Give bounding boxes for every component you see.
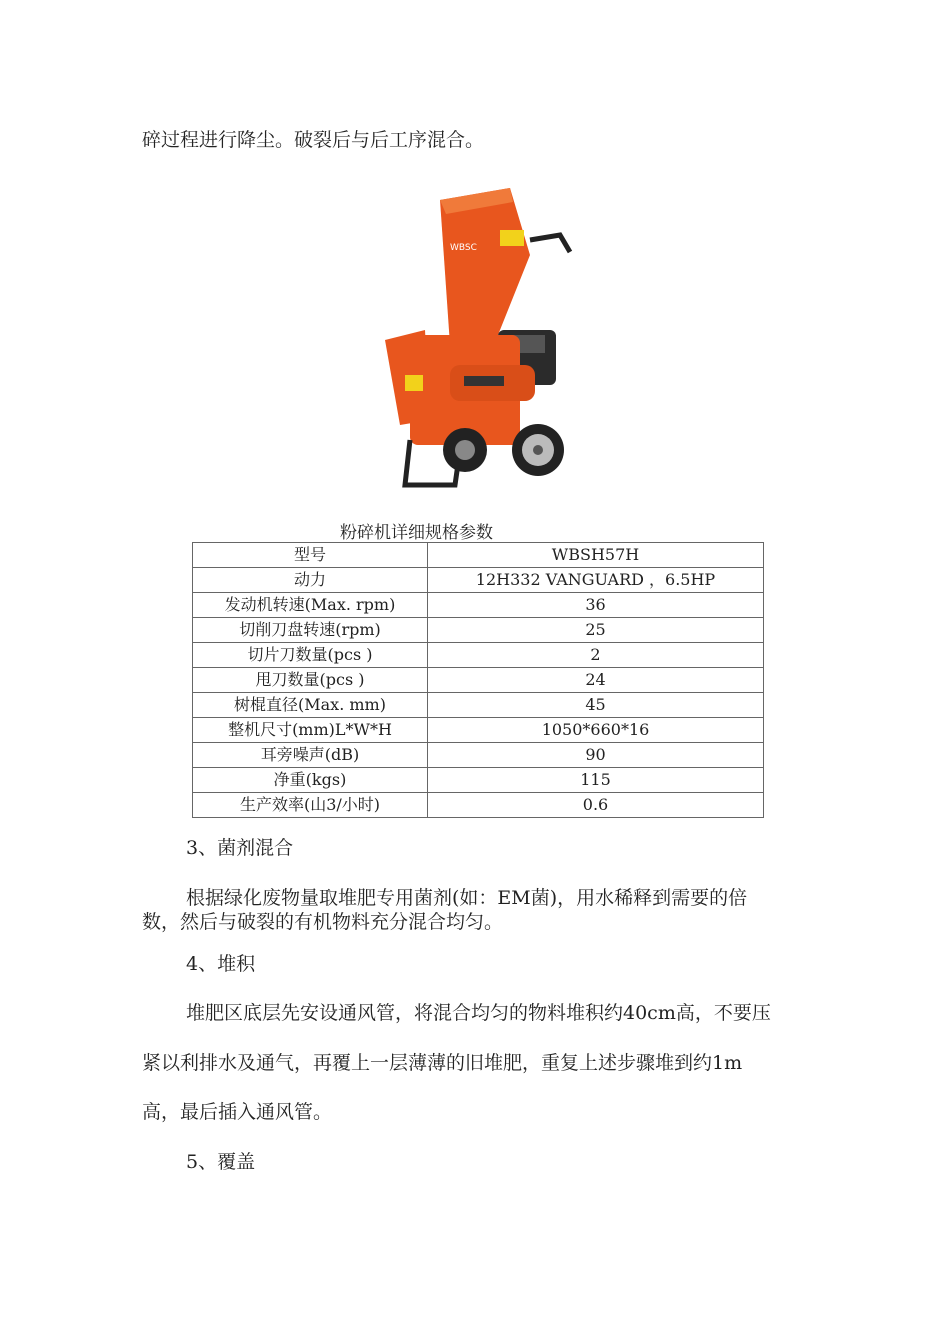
- spec-row: [193, 768, 764, 793]
- spec-row: [193, 718, 764, 743]
- section-5-heading: 5、覆盖: [186, 1151, 256, 1173]
- spec-value: 0.6: [428, 793, 764, 818]
- spec-row: [193, 643, 764, 668]
- spec-key: 发动机转速(Max. rpm): [193, 593, 428, 618]
- section-3-paragraph-line-2: 数，然后与破裂的有机物料充分混合均匀。: [142, 911, 504, 933]
- spec-value: 2: [428, 643, 764, 668]
- section-3-paragraph-line-1: 根据绿化废物量取堆肥专用菌剂(如：EM菌)，用水稀释到需要的倍: [186, 887, 748, 909]
- spec-value: 90: [428, 743, 764, 768]
- spec-value: 1050*660*16: [428, 718, 764, 743]
- section-4-heading: 4、堆积: [186, 953, 256, 975]
- spec-value: 115: [428, 768, 764, 793]
- spec-row: [193, 743, 764, 768]
- spec-key: 动力: [193, 568, 428, 593]
- spec-key: 切削刀盘转速(rpm): [193, 618, 428, 643]
- chipper-machine-photo: [380, 180, 580, 510]
- spec-row: [193, 693, 764, 718]
- section-4-paragraph-line-2: 紧以利排水及通气，再覆上一层薄薄的旧堆肥，重复上述步骤堆到约1m: [142, 1052, 743, 1074]
- hopper-chute: [440, 188, 530, 355]
- intro-paragraph: 碎过程进行降尘。破裂后与后工序混合。: [142, 129, 485, 151]
- spec-row: [193, 568, 764, 593]
- section-4-paragraph-line-1: 堆肥区底层先安设通风管，将混合均匀的物料堆积约40cm高，不要压: [186, 1002, 771, 1024]
- spec-key: 净重(kgs): [193, 768, 428, 793]
- handle: [530, 235, 570, 252]
- spec-table: [192, 542, 764, 818]
- spec-value: WBSH57H: [428, 543, 764, 568]
- spec-key: 生产效率(山3/小时): [193, 793, 428, 818]
- spec-key: 耳旁噪声(dB): [193, 743, 428, 768]
- spec-key: 切片刀数量(pcs ): [193, 643, 428, 668]
- spec-key: 型号: [193, 543, 428, 568]
- spec-key: 整机尺寸(mm)L*W*H: [193, 718, 428, 743]
- spec-value: 45: [428, 693, 764, 718]
- spec-value: 36: [428, 593, 764, 618]
- spec-key: 树棍直径(Max. mm): [193, 693, 428, 718]
- spec-value: 24: [428, 668, 764, 693]
- table-caption: 粉碎机详细规格参数: [340, 523, 493, 543]
- section-3-heading: 3、菌剂混合: [186, 837, 294, 859]
- spec-value: 25: [428, 618, 764, 643]
- spec-row: [193, 593, 764, 618]
- spec-row: [193, 668, 764, 693]
- spec-value: 12H332 VANGUARD ，6.5HP: [428, 568, 764, 593]
- machine-logo: WBSC: [450, 243, 477, 253]
- spec-row: [193, 618, 764, 643]
- spec-key: 甩刀数量(pcs ): [193, 668, 428, 693]
- section-4-paragraph-line-3: 高，最后插入通风管。: [142, 1101, 333, 1123]
- spec-row: [193, 543, 764, 568]
- spec-row: [193, 793, 764, 818]
